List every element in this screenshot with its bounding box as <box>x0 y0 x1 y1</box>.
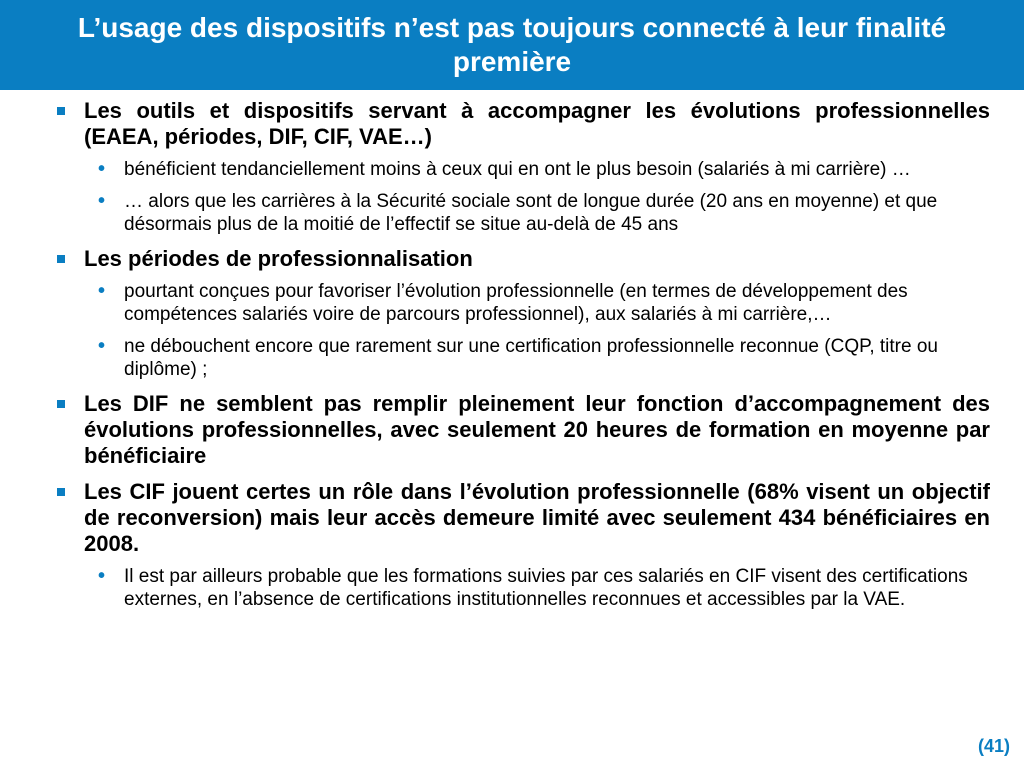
square-bullet-icon <box>57 107 65 115</box>
dot-bullet-icon: • <box>98 280 106 302</box>
bullet-item <box>52 246 990 381</box>
page-number: (41) <box>977 736 1010 756</box>
sub-bullet-list <box>84 565 990 611</box>
sub-bullet-text: … alors que les carrières à la Sécurité sociale sont de longue durée (20 ans en moyenne) et que désormais plus de la moitié de l’effectif se situe au-delà de 45 ans <box>124 191 938 235</box>
sub-bullet-item <box>52 158 990 181</box>
square-bullet-icon <box>57 488 65 496</box>
square-bullet-icon <box>57 400 65 408</box>
sub-bullet-text: Il est par ailleurs probable que les formations suivies par ces salariés en CIF visent des certifications externes, en l’absence de certifications institutionnelles reconnues et accessibles par la VAE. <box>124 566 968 610</box>
sub-bullet-text: pourtant conçues pour favoriser l’évolution professionnelle (en termes de développement des compétences salariés voire de parcours professionnel), aux salariés à mi carrière,… <box>124 281 908 325</box>
bullet-text: Les DIF ne semblent pas remplir pleinement leur fonction d’accompagnement des évolutions professionnelles, avec seulement 20 heures de formation en moyenne par bénéficiaire <box>84 391 990 468</box>
dot-bullet-icon: • <box>98 565 106 587</box>
sub-bullet-item <box>52 280 990 326</box>
sub-bullet-list <box>84 280 990 381</box>
bullet-text: Les CIF jouent certes un rôle dans l’évolution professionnelle (68% visent un objectif de reconversion) mais leur accès demeure limité avec seulement 434 bénéficiaires en 2008. <box>84 479 990 556</box>
slide-body <box>52 98 990 621</box>
sub-bullet-item <box>52 335 990 381</box>
bullet-item <box>52 479 990 611</box>
sub-bullet-text: bénéficient tendanciellement moins à ceux qui en ont le plus besoin (salariés à mi carrière) … <box>124 159 911 180</box>
slide-title: L’usage des dispositifs n’est pas toujours connecté à leur finalité première <box>77 12 947 77</box>
sub-bullet-list <box>84 158 990 236</box>
sub-bullet-text: ne débouchent encore que rarement sur une certification professionnelle reconnue (CQP, titre ou diplôme) ; <box>124 336 938 380</box>
sub-bullet-item <box>52 565 990 611</box>
bullet-item <box>52 98 990 236</box>
dot-bullet-icon: • <box>98 335 106 357</box>
square-bullet-icon <box>57 255 65 263</box>
dot-bullet-icon: • <box>98 158 106 180</box>
bullet-item <box>52 391 990 469</box>
title-bar <box>0 0 1024 90</box>
dot-bullet-icon: • <box>98 190 106 212</box>
sub-bullet-item <box>52 190 990 236</box>
bullet-text: Les périodes de professionnalisation <box>84 246 473 271</box>
bullet-text: Les outils et dispositifs servant à accompagner les évolutions professionnelles (EAEA, périodes, DIF, CIF, VAE…) <box>84 98 990 149</box>
